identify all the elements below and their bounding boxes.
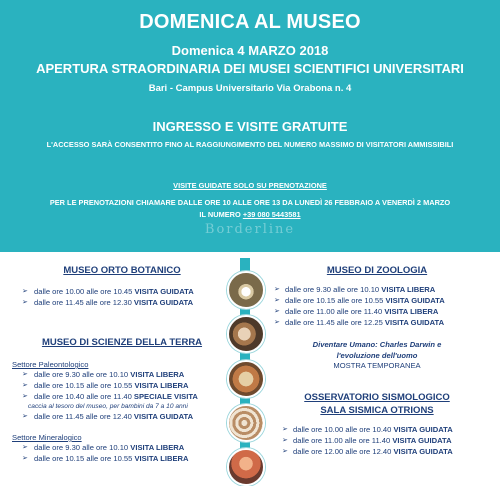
event-date: Domenica 4 MARZO 2018	[171, 43, 329, 58]
phone-label: IL NUMERO	[199, 210, 243, 219]
arrow-bullet-icon: ➢	[22, 371, 28, 378]
list-item: ➢ dalle ore 9.30 alle ore 10.10 VISITA LIBERA	[22, 370, 185, 379]
arrow-bullet-icon: ➢	[282, 437, 288, 444]
mineral-list	[12, 442, 232, 464]
watermark-text: Borderline	[204, 222, 296, 237]
arrow-bullet-icon: ➢	[22, 444, 28, 451]
shell-photo	[227, 315, 265, 353]
list-item: ➢ dalle ore 10.15 alle ore 10.55 VISITA LIBERA	[22, 381, 189, 390]
list-item: ➢ dalle ore 9.30 alle ore 10.10 VISITA LIBERA	[22, 443, 185, 452]
exhibit-type: MOSTRA TEMPORANEA	[333, 361, 421, 370]
exhibit-title-line2: l'evoluzione dell'uomo	[336, 351, 418, 360]
arrow-bullet-icon: ➢	[22, 455, 28, 462]
list-item: ➢ dalle ore 10.15 alle ore 10.55 VISITA LIBERA	[22, 454, 189, 463]
list-item: ➢ dalle ore 11.45 alle ore 12.30 VISITA GUIDATA	[22, 298, 194, 307]
phone-line	[0, 210, 500, 219]
event-opening: APERTURA STRAORDINARIA DEI MUSEI SCIENTIFICI UNIVERSITARI	[36, 61, 464, 76]
plant-photo	[227, 271, 265, 309]
zoologia-title: MUSEO DI ZOOLOGIA	[326, 265, 428, 276]
sismo-title-line1: OSSERVATORIO SISMOLOGICO	[304, 392, 450, 403]
mineral-label: Settore Mineralogico	[12, 433, 82, 442]
arrow-bullet-icon: ➢	[22, 382, 28, 389]
snail-photo	[227, 404, 265, 442]
arrow-bullet-icon: ➢	[274, 286, 280, 293]
arrow-bullet-icon: ➢	[274, 297, 280, 304]
orto-title: MUSEO ORTO BOTANICO	[63, 265, 181, 276]
list-item: ➢ dalle ore 10.15 alle ore 10.55 VISITA GUIDATA	[274, 296, 445, 305]
free-entry-heading: INGRESSO E VISITE GRATUITE	[152, 119, 348, 134]
zoologia-section	[262, 265, 492, 370]
arrow-bullet-icon: ➢	[22, 393, 28, 400]
sismo-section	[262, 392, 492, 457]
phone-number[interactable]: +39 080 5443581	[242, 210, 301, 219]
terra-section	[12, 337, 232, 464]
fossil-photo	[227, 360, 265, 398]
page-title: DOMENICA AL MUSEO	[139, 11, 361, 33]
sismo-list	[262, 424, 492, 457]
booking-note: PER LE PRENOTAZIONI CHIAMARE DALLE ORE 10 ALLE ORE 13 DA LUNEDÌ 26 FEBBRAIO A VENERDÌ 2 MARZO	[49, 198, 451, 207]
arrow-bullet-icon: ➢	[282, 426, 288, 433]
arrow-bullet-icon: ➢	[22, 413, 28, 420]
list-item: ➢ dalle ore 11.45 alle ore 12.25 VISITA GUIDATA	[274, 318, 445, 327]
guided-visits-note: VISITE GUIDATE SOLO SU PRENOTAZIONE	[173, 181, 327, 190]
arrow-bullet-icon: ➢	[274, 308, 280, 315]
arrow-bullet-icon: ➢	[22, 288, 28, 295]
list-item: ➢ dalle ore 10.00 alle ore 10.45 VISITA GUIDATA	[22, 287, 194, 296]
list-item: ➢ dalle ore 11.00 alle ore 11.40 VISITA GUIDATA	[282, 436, 452, 445]
paleo-list-cont	[12, 411, 232, 422]
arrow-bullet-icon: ➢	[282, 448, 288, 455]
list-item: ➢ dalle ore 12.00 alle ore 12.40 VISITA GUIDATA	[282, 447, 453, 456]
list-item: ➢ dalle ore 10.00 alle ore 10.40 VISITA GUIDATA	[282, 425, 453, 434]
arrow-bullet-icon: ➢	[274, 319, 280, 326]
list-item: ➢ dalle ore 10.40 alle ore 11.40 SPECIALE VISITA	[22, 392, 198, 401]
event-place: Bari - Campus Universitario Via Orabona n. 4	[148, 83, 352, 94]
arrow-bullet-icon: ➢	[22, 299, 28, 306]
orto-section	[12, 265, 232, 308]
list-item: ➢ dalle ore 11.00 alle ore 11.40 VISITA LIBERA	[274, 307, 439, 316]
coral-photo	[227, 448, 265, 486]
paleo-label: Settore Paleontologico	[12, 360, 89, 369]
list-item: ➢ dalle ore 11.45 alle ore 12.40 VISITA GUIDATA	[22, 412, 194, 421]
zoologia-list	[262, 284, 492, 328]
terra-title: MUSEO DI SCIENZE DELLA TERRA	[41, 337, 203, 348]
special-note: caccia al tesoro del museo, per bambini da 7 a 10 anni	[28, 403, 188, 410]
exhibit-title-line1: Diventare Umano: Charles Darwin e	[312, 340, 442, 349]
sismo-title-line2: SALA SISMICA OTRIONS	[320, 405, 434, 416]
orto-list	[12, 286, 232, 308]
access-note: L'ACCESSO SARÀ CONSENTITO FINO AL RAGGIUNGIMENTO DEL NUMERO MASSIMO DI VISITATORI AMMISSIBILI	[46, 140, 454, 149]
paleo-list	[12, 369, 232, 402]
list-item: ➢ dalle ore 9.30 alle ore 10.10 VISITA LIBERA	[274, 285, 436, 294]
